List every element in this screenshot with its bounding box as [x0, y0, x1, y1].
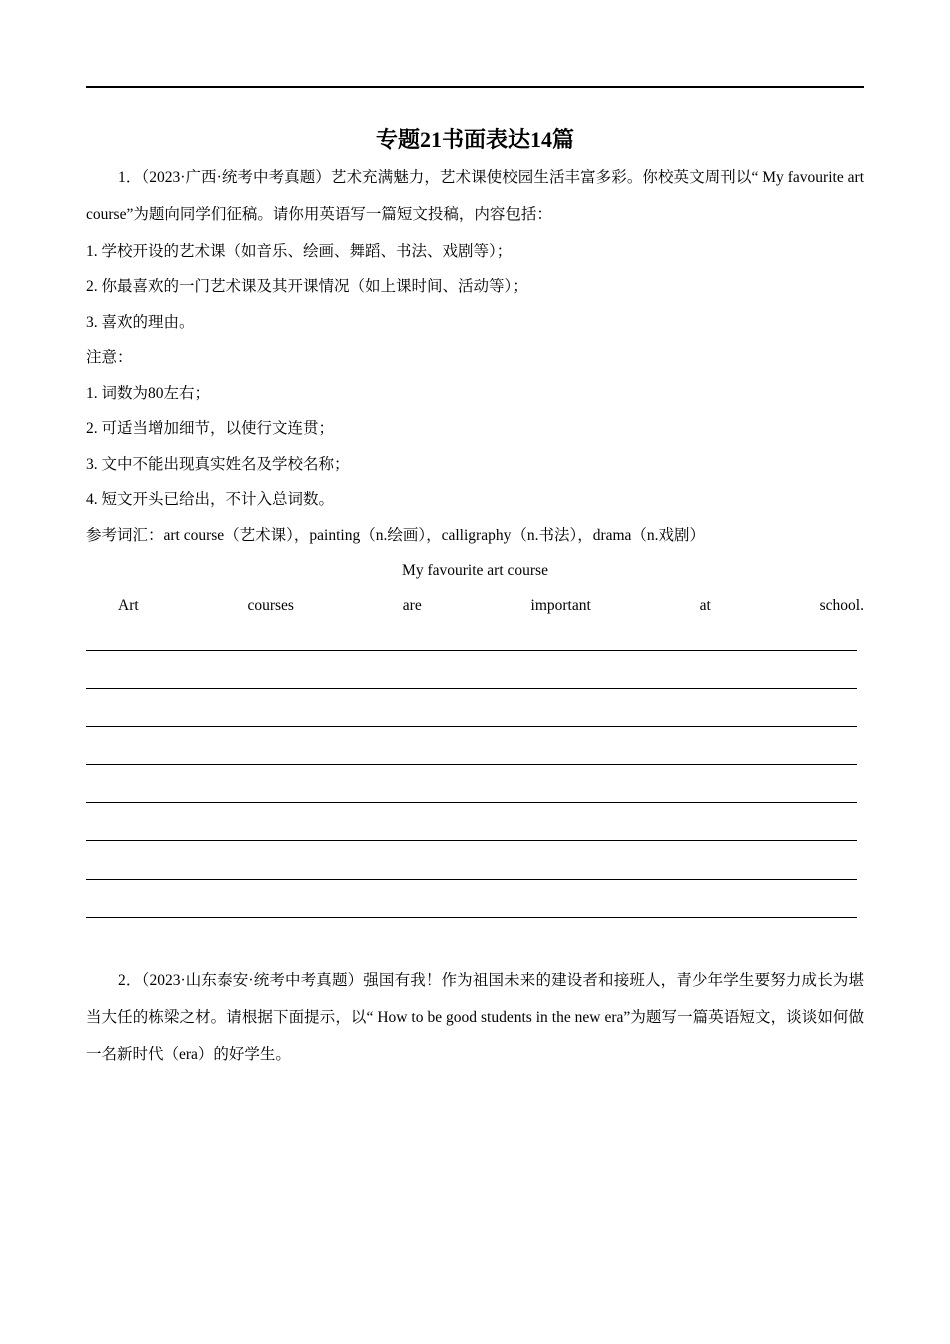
answer-line [86, 764, 857, 765]
header-rule [86, 86, 864, 88]
answer-line [86, 802, 857, 803]
notice-1: 1. 词数为80左右； [86, 385, 211, 402]
vocabulary-hint: 参考词汇：art course（艺术课），painting（n.绘画），calligraphy（n.书法），drama（n.戏剧） [86, 527, 706, 544]
q1-point-1: 1. 学校开设的艺术课（如音乐、绘画、舞蹈、书法、戏剧等）； [86, 243, 513, 260]
essay-starter-sentence [86, 595, 864, 617]
question-1-intro: 1．（2023·广西·统考中考真题）艺术充满魅力，艺术课使校园生活丰富多彩。你校英文周刊以“ My favourite art course”为题向同学们征稿。请你用英语写一篇短文投稿，内容包括： [86, 169, 864, 223]
notice-2: 2. 可适当增加细节，以使行文连贯； [86, 420, 335, 437]
question-2-intro: 2．（2023·山东泰安·统考中考真题）强国有我！作为祖国未来的建设者和接班人，青少年学生要努力成长为堪当大任的栋梁之材。请根据下面提示，以“ How to be good students in the new era”为题写一篇英语短文，谈谈如何做一名新时代（era）的好学生。 [86, 972, 864, 1063]
starter-word: courses [247, 597, 294, 614]
notice-4: 4. 短文开头已给出，不计入总词数。 [86, 491, 335, 508]
answer-line [86, 917, 857, 918]
q1-point-3: 3. 喜欢的理由。 [86, 314, 195, 331]
answer-line [86, 840, 857, 841]
answer-line [86, 879, 857, 880]
notice-3: 3. 文中不能出现真实姓名及学校名称； [86, 456, 350, 473]
starter-word: at [699, 597, 711, 614]
notice-label: 注意： [86, 349, 133, 366]
q1-point-2: 2. 你最喜欢的一门艺术课及其开课情况（如上课时间、活动等）； [86, 278, 528, 295]
page-title: 专题21书面表达14篇 [375, 127, 574, 152]
answer-line [86, 726, 857, 727]
starter-word: Art [118, 597, 139, 614]
starter-word: are [402, 597, 422, 614]
essay-title: My favourite art course [402, 562, 548, 579]
answer-line [86, 688, 857, 689]
answer-line [86, 650, 857, 651]
starter-word: important [530, 597, 591, 614]
starter-word: school. [819, 597, 864, 614]
